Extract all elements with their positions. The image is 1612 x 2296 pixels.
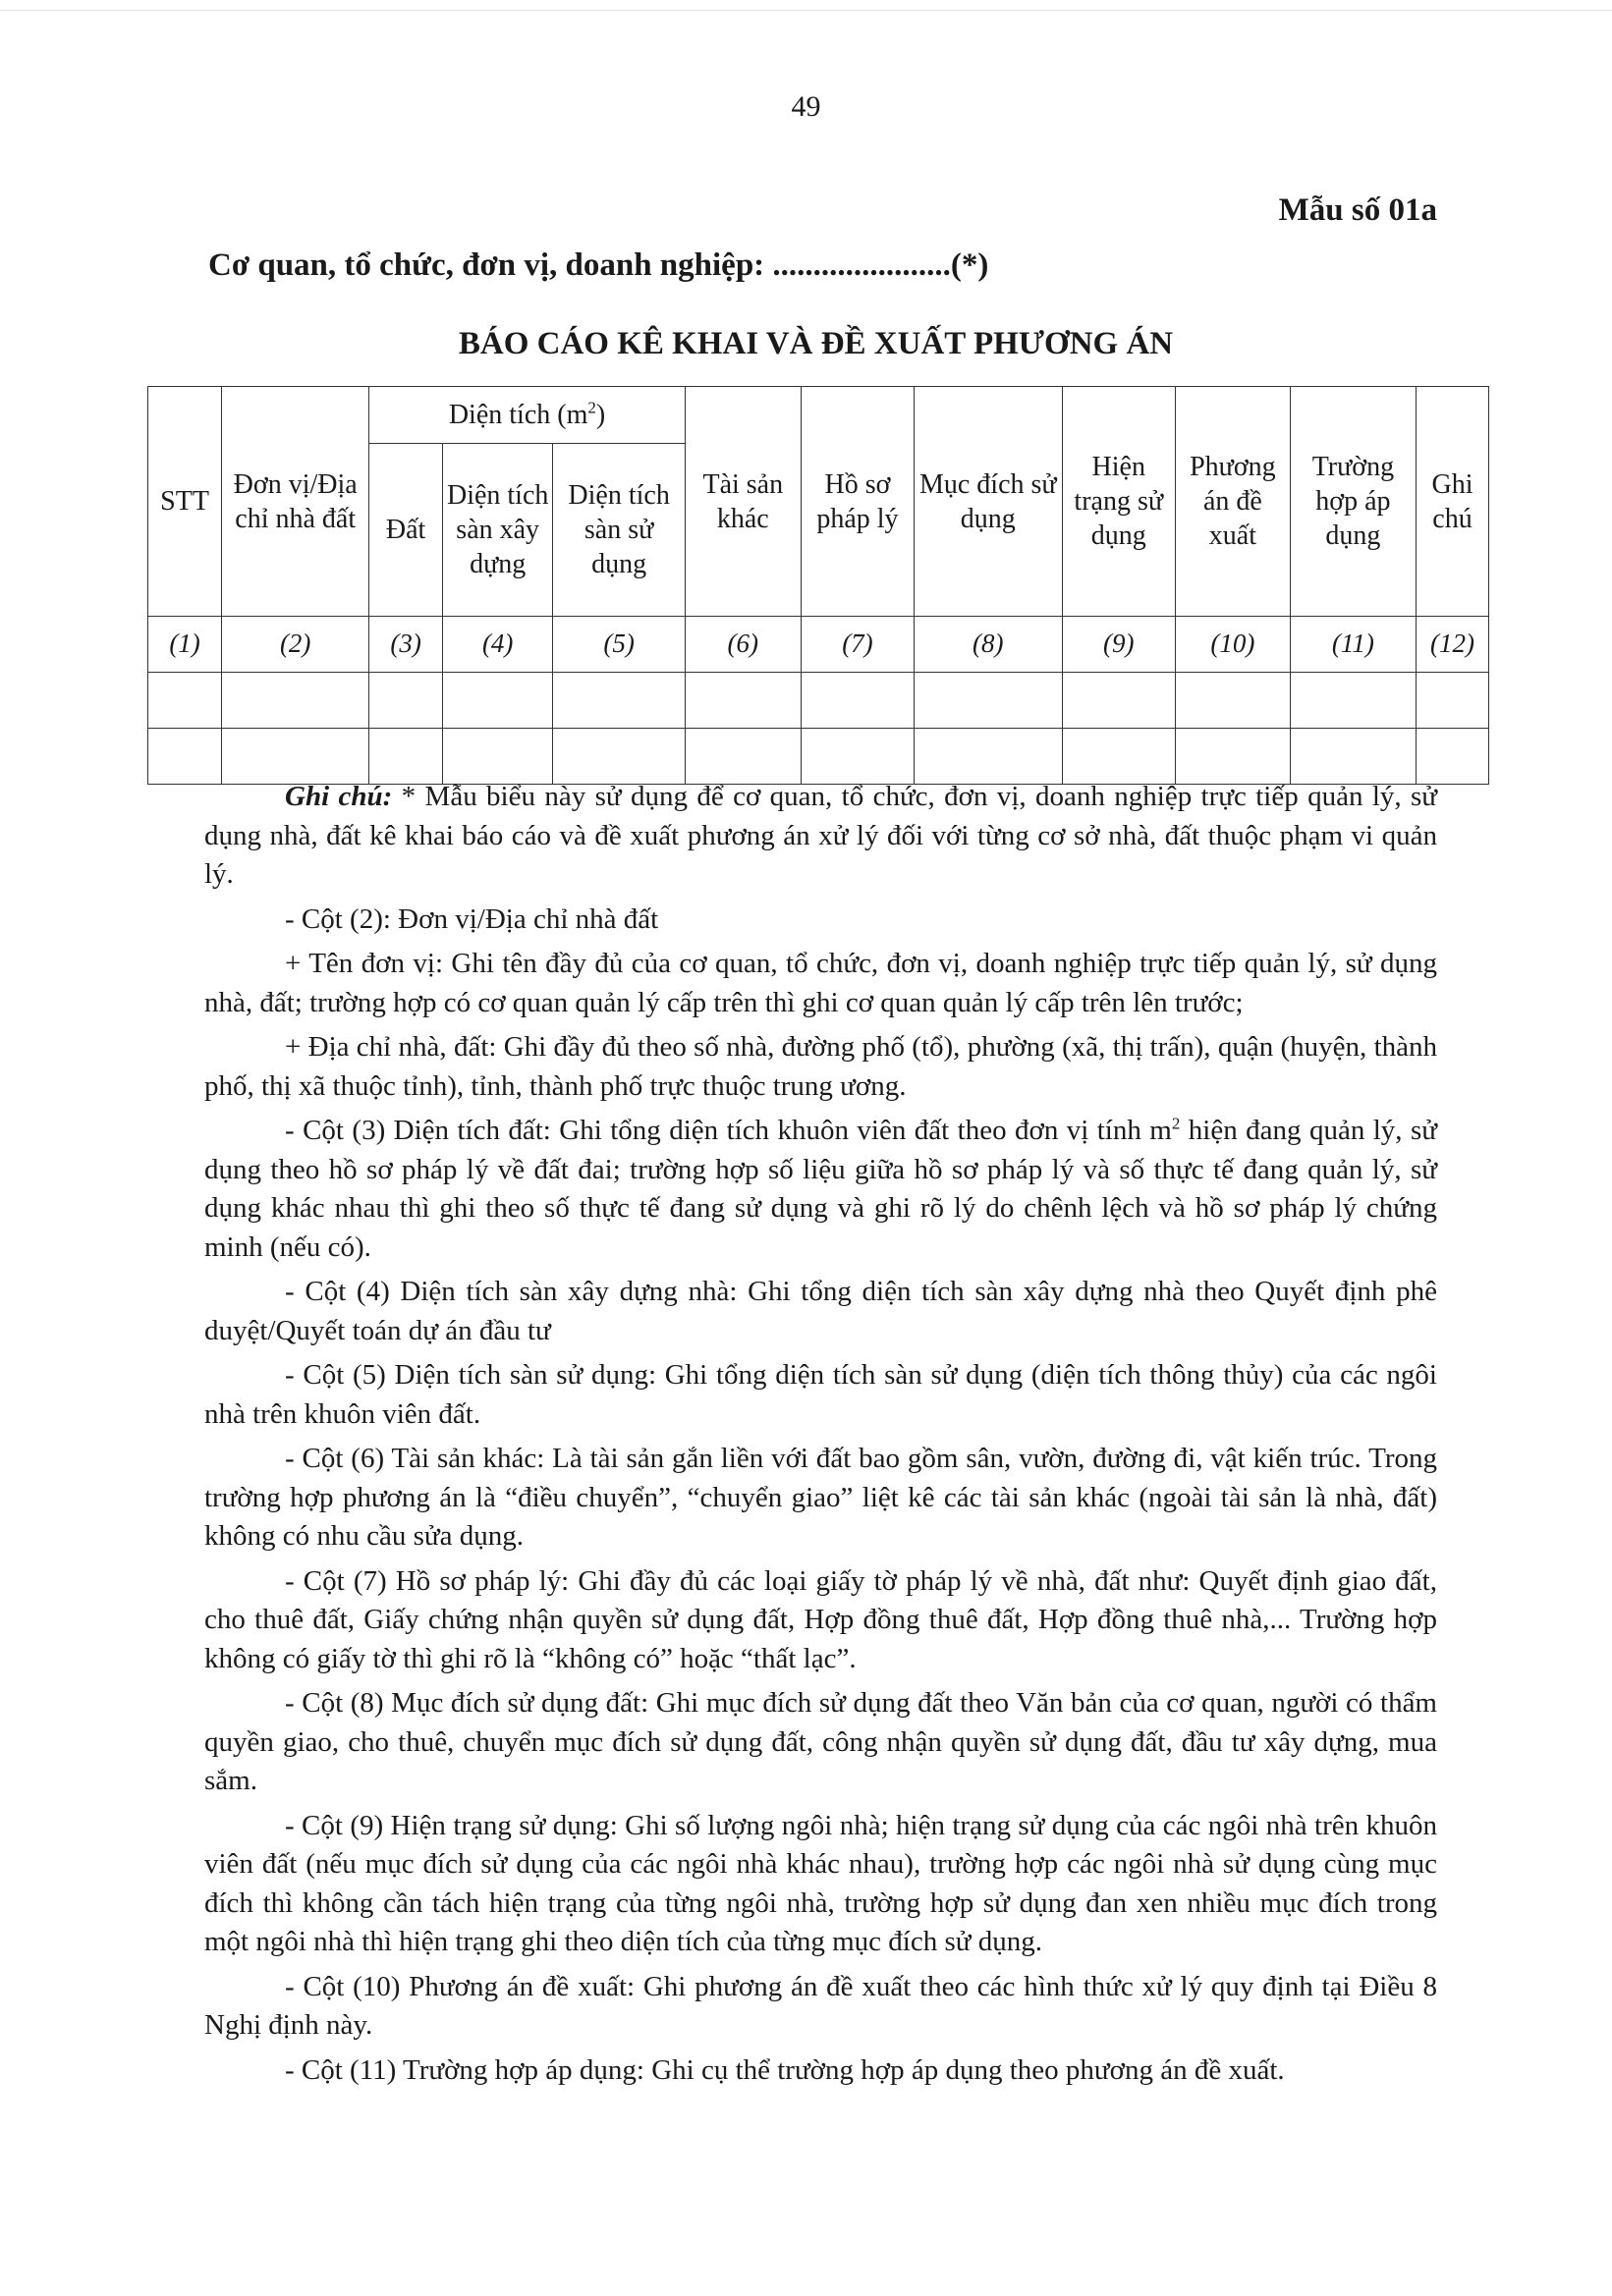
note-col2-dia-chi: + Địa chỉ nhà, đất: Ghi đầy đủ theo số nhà, đường phố (tổ), phường (xã, thị trấn), quận (huyện, thành phố, thị xã thuộc tỉnh), tỉnh, thành phố trực thuộc trung ương. (204, 1031, 1437, 1102)
header-stt: STT (148, 387, 222, 617)
header-don-vi: Đơn vị/Địa chỉ nhà đất (222, 387, 369, 617)
note-intro: Ghi chú: * Mẫu biểu này sử dụng để cơ quan, tổ chức, đơn vị, doanh nghiệp trực tiếp quản lý, sử dụng nhà, đất kê khai báo cáo và đề xuất phương án xử lý đối với từng cơ sở nhà, đất thuộc phạm vi quản lý. (204, 781, 1438, 890)
column-number: (5) (553, 617, 685, 673)
page-number: 49 (791, 90, 821, 123)
column-number-row (148, 617, 1489, 673)
note-col7: - Cột (7) Hồ sơ pháp lý: Ghi đầy đủ các loại giấy tờ pháp lý về nhà, đất như: Quyết định giao đất, cho thuê đất, Giấy chứng nhận quyền sử dụng đất, Hợp đồng thuê đất, Hợp đồng thuê nhà,... Trường hợp không có giấy tờ thì ghi rõ là “không có” hoặc “thất lạc”. (204, 1564, 1437, 1674)
note-col3: - Cột (3) Diện tích đất: Ghi tổng diện tích khuôn viên đất theo đơn vị tính $m^2$ hiện đang quản lý, sử dụng theo hồ sơ pháp lý về đất đai; trường hợp số liệu giữa hồ sơ pháp lý và số thực tế đang quản lý, sử dụng khác nhau thì ghi theo số thực tế đang sử dụng và ghi rõ lý do chênh lệch và hồ sơ pháp lý chứng minh (nếu có). (204, 1114, 1437, 1263)
column-number: (8) (915, 617, 1062, 673)
notes-section (204, 778, 1437, 2096)
header-dien-tich-san-su-dung: Diện tích sàn sử dụng (553, 444, 685, 617)
column-number: (4) (442, 617, 553, 673)
column-number: (11) (1290, 617, 1416, 673)
scan-edge-line (0, 10, 1612, 11)
report-title: BÁO CÁO KÊ KHAI VÀ ĐỀ XUẤT PHƯƠNG ÁN (458, 326, 1174, 361)
note-col10: - Cột (10) Phương án đề xuất: Ghi phương án đề xuất theo các hình thức xử lý quy định tại Điều 8 Nghị định này. (204, 1970, 1437, 2041)
note-col2: - Cột (2): Đơn vị/Địa chỉ nhà đất (285, 902, 659, 935)
header-phuong-an-de-xuat: Phương án đề xuất (1175, 387, 1290, 617)
note-col9: - Cột (9) Hiện trạng sử dụng: Ghi số lượng ngôi nhà; hiện trạng sử dụng của các ngôi nhà trên khuôn viên đất (nếu mục đích sử dụng của các ngôi nhà khác nhau), trường hợp các ngôi nhà sử dụng cùng mục đích thì không cần tách hiện trạng của từng ngôi nhà, trường hợp sử dụng đan xen nhiều mục đích trong một ngôi nhà thì hiện trạng ghi theo diện tích của từng mục đích sử dụng. (204, 1809, 1437, 1957)
header-ho-so-phap-ly: Hồ sơ pháp lý (801, 387, 914, 617)
note-col6: - Cột (6) Tài sản khác: Là tài sản gắn liền với đất bao gồm sân, vườn, đường đi, vật kiến trúc. Trong trường hợp phương án là “điều chuyển”, “chuyển giao” liệt kê các tài sản khác (ngoài tài sản là nhà, đất) không có nhu cầu sửa dụng. (204, 1443, 1437, 1552)
table-row-empty (148, 729, 1489, 785)
column-number: (3) (369, 617, 443, 673)
header-tai-san-khac: Tài sản khác (685, 387, 801, 617)
note-col11: - Cột (11) Trường hợp áp dụng: Ghi cụ thể trường hợp áp dụng theo phương án đề xuất. (285, 2053, 1285, 2086)
column-number: (7) (801, 617, 914, 673)
note-col5: - Cột (5) Diện tích sàn sử dụng: Ghi tổng diện tích sàn sử dụng (diện tích thông thủy) của các ngôi nhà trên khuôn viên đất. (204, 1359, 1437, 1430)
header-dat: Đất (369, 444, 443, 617)
note-label: Ghi chú: (285, 781, 393, 812)
organization-line: Cơ quan, tổ chức, đơn vị, doanh nghiệp: ......................(*) (208, 247, 989, 283)
header-dien-tich-san-xay-dung: Diện tích sàn xây dựng (442, 444, 553, 617)
header-ghi-chu: Ghi chú (1416, 387, 1488, 617)
header-hien-trang-su-dung: Hiện trạng sử dụng (1062, 387, 1175, 617)
column-number: (10) (1175, 617, 1290, 673)
header-dien-tich-group: Diện tích $(m^2)$ (369, 387, 686, 444)
report-table (147, 386, 1489, 785)
note-col2-ten-don-vi: + Tên đơn vị: Ghi tên đầy đủ của cơ quan, tổ chức, đơn vị, doanh nghiệp trực tiếp quản lý, sử dụng nhà, đất; trường hợp có cơ quan quản lý cấp trên thì ghi cơ quan quản lý cấp trên lên trước; (204, 948, 1437, 1018)
note-col8: - Cột (8) Mục đích sử dụng đất: Ghi mục đích sử dụng đất theo Văn bản của cơ quan, người có thẩm quyền giao, cho thuê, chuyển mục đích sử dụng đất, công nhận quyền sử dụng đất, đầu tư xây dựng, mua sắm. (204, 1687, 1437, 1796)
column-number: (12) (1416, 617, 1488, 673)
table-row-empty (148, 673, 1489, 729)
column-number: (1) (148, 617, 222, 673)
note-col4: - Cột (4) Diện tích sàn xây dựng nhà: Ghi tổng diện tích sàn xây dựng nhà theo Quyết định phê duyệt/Quyết toán dự án đầu tư (204, 1276, 1437, 1346)
header-muc-dich-su-dung: Mục đích sử dụng (915, 387, 1062, 617)
column-number: (6) (685, 617, 801, 673)
header-truong-hop-ap-dung: Trường hợp áp dụng (1290, 387, 1416, 617)
form-code: Mẫu số 01a (1278, 192, 1437, 228)
column-number: (9) (1062, 617, 1175, 673)
column-number: (2) (222, 617, 369, 673)
